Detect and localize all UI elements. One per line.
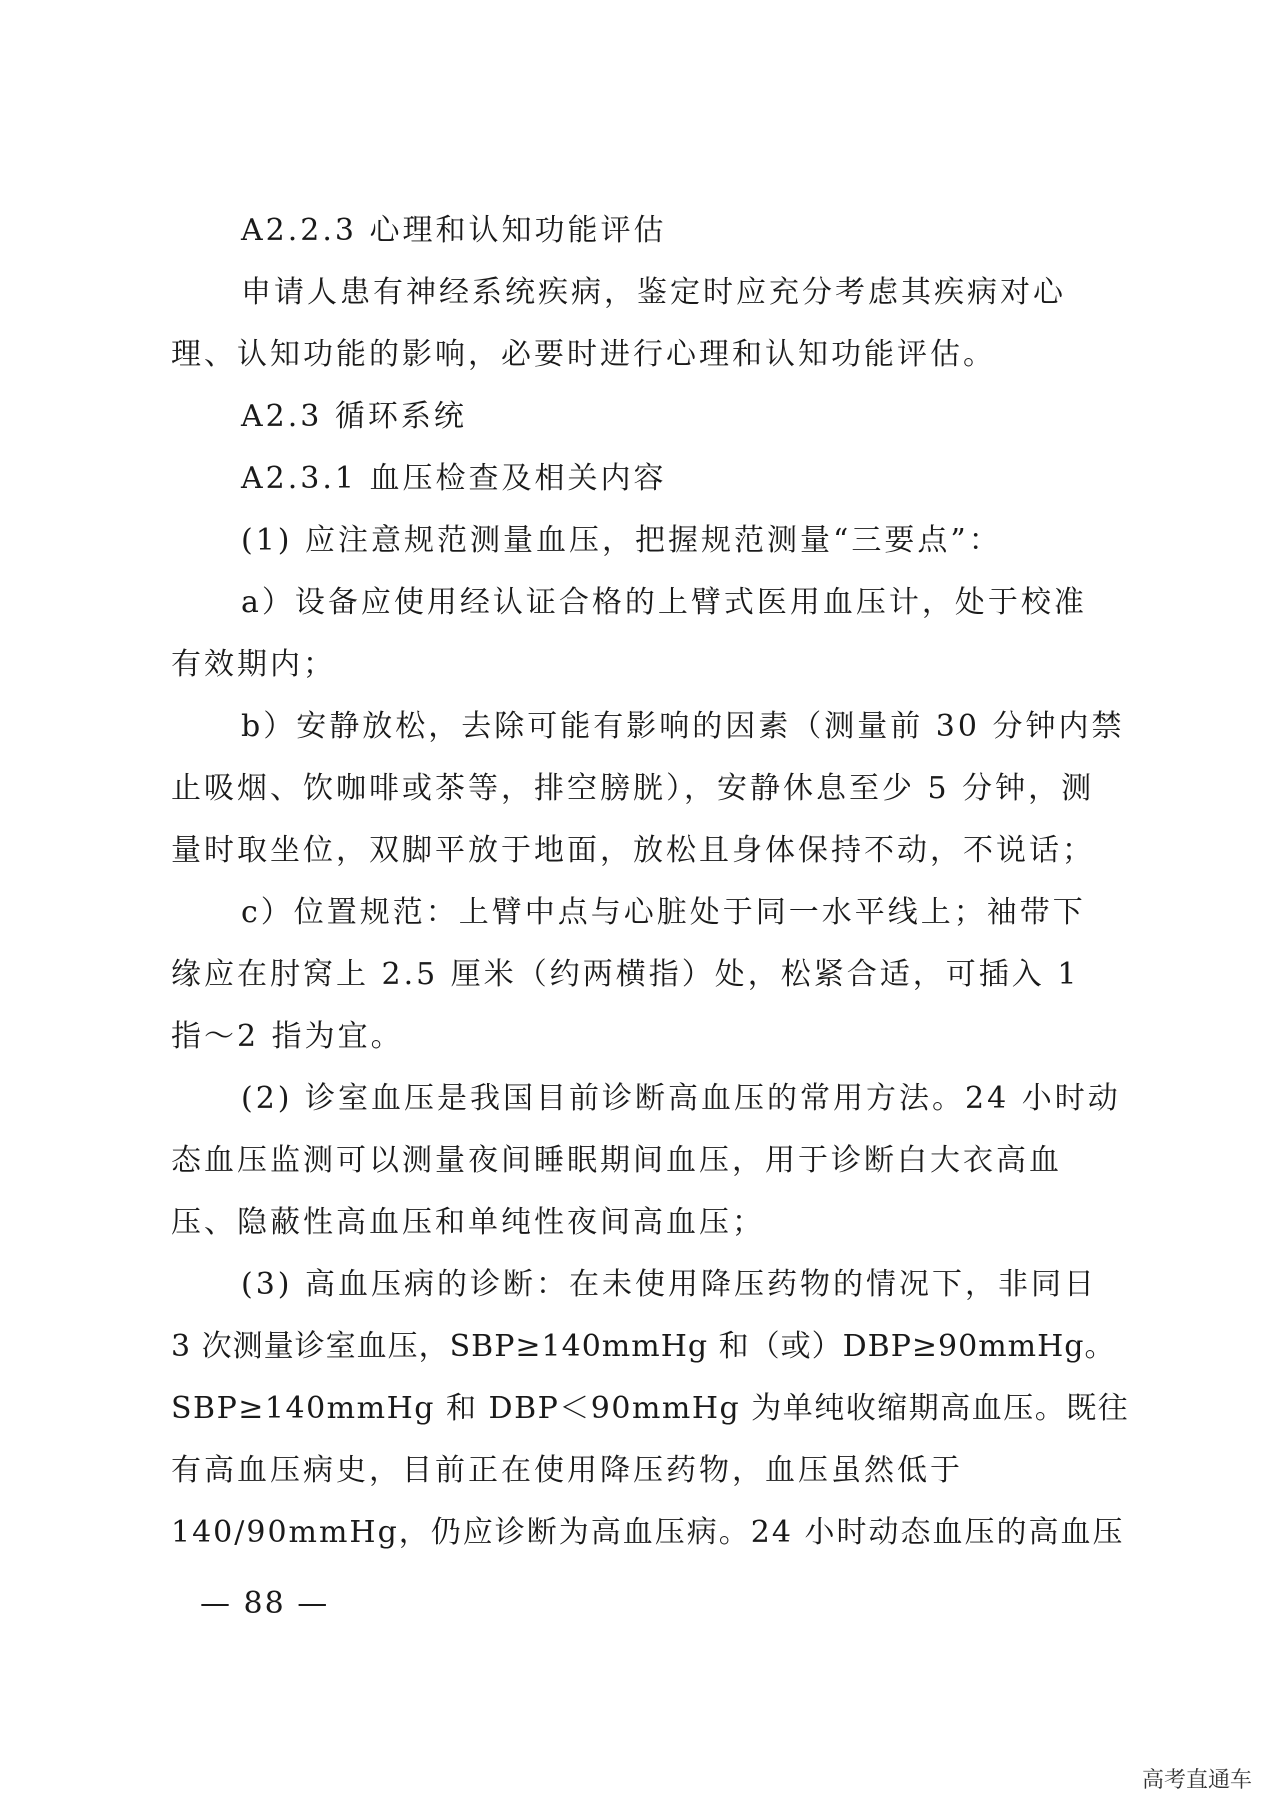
paragraph-line: 止吸烟、饮咖啡或茶等，排空膀胱），安静休息至少 5 分钟，测 [171, 771, 1095, 806]
paragraph-line: 量时取坐位，双脚平放于地面，放松且身体保持不动，不说话； [171, 833, 1095, 868]
paragraph-line: a）设备应使用经认证合格的上臂式医用血压计，处于校准 [241, 585, 1087, 620]
paragraph-line: 有高血压病史，目前正在使用降压药物，血压虽然低于 [171, 1453, 963, 1488]
paragraph-line: b）安静放松，去除可能有影响的因素（测量前 30 分钟内禁 [241, 709, 1125, 744]
document-body [171, 200, 1131, 1564]
paragraph-line: (3) 高血压病的诊断：在未使用降压药物的情况下，非同日 [241, 1267, 1098, 1302]
paragraph-line: (1) 应注意规范测量血压，把握规范测量“三要点”： [241, 523, 1002, 558]
paragraph-line: 有效期内； [171, 647, 336, 682]
paragraph-line: c）位置规范：上臂中点与心脏处于同一水平线上；袖带下 [241, 895, 1086, 930]
paragraph-line: 140/90mmHg，仍应诊断为高血压病。24 小时动态血压的高血压 [171, 1515, 1125, 1550]
paragraph-line: SBP≥140mmHg 和 DBP＜90mmHg 为单纯收缩期高血压。既往 [171, 1391, 1130, 1426]
heading-a2-3: A2.3 循环系统 [241, 399, 467, 434]
page-number: — 88 — [200, 1586, 330, 1621]
heading-a2-2-3: A2.2.3 心理和认知功能评估 [241, 213, 667, 248]
heading-a2-3-1: A2.3.1 血压检查及相关内容 [241, 461, 667, 496]
paragraph-line: 申请人患有神经系统疾病，鉴定时应充分考虑其疾病对心 [241, 275, 1066, 310]
paragraph-line: 3 次测量诊室血压，SBP≥140mmHg 和（或）DBP≥90mmHg。 [171, 1329, 1116, 1364]
paragraph-line: (2) 诊室血压是我国目前诊断高血压的常用方法。24 小时动 [241, 1081, 1121, 1116]
paragraph-line: 理、认知功能的影响，必要时进行心理和认知功能评估。 [171, 337, 996, 372]
watermark-logo: 高考直通车 [1136, 1761, 1258, 1796]
paragraph-line: 缘应在肘窝上 2.5 厘米（约两横指）处，松紧合适，可插入 1 [171, 957, 1080, 992]
paragraph-line: 压、隐蔽性高血压和单纯性夜间高血压； [171, 1205, 765, 1240]
paragraph-line: 态血压监测可以测量夜间睡眠期间血压，用于诊断白大衣高血 [171, 1143, 1062, 1178]
paragraph-line: 指～2 指为宜。 [171, 1019, 404, 1054]
